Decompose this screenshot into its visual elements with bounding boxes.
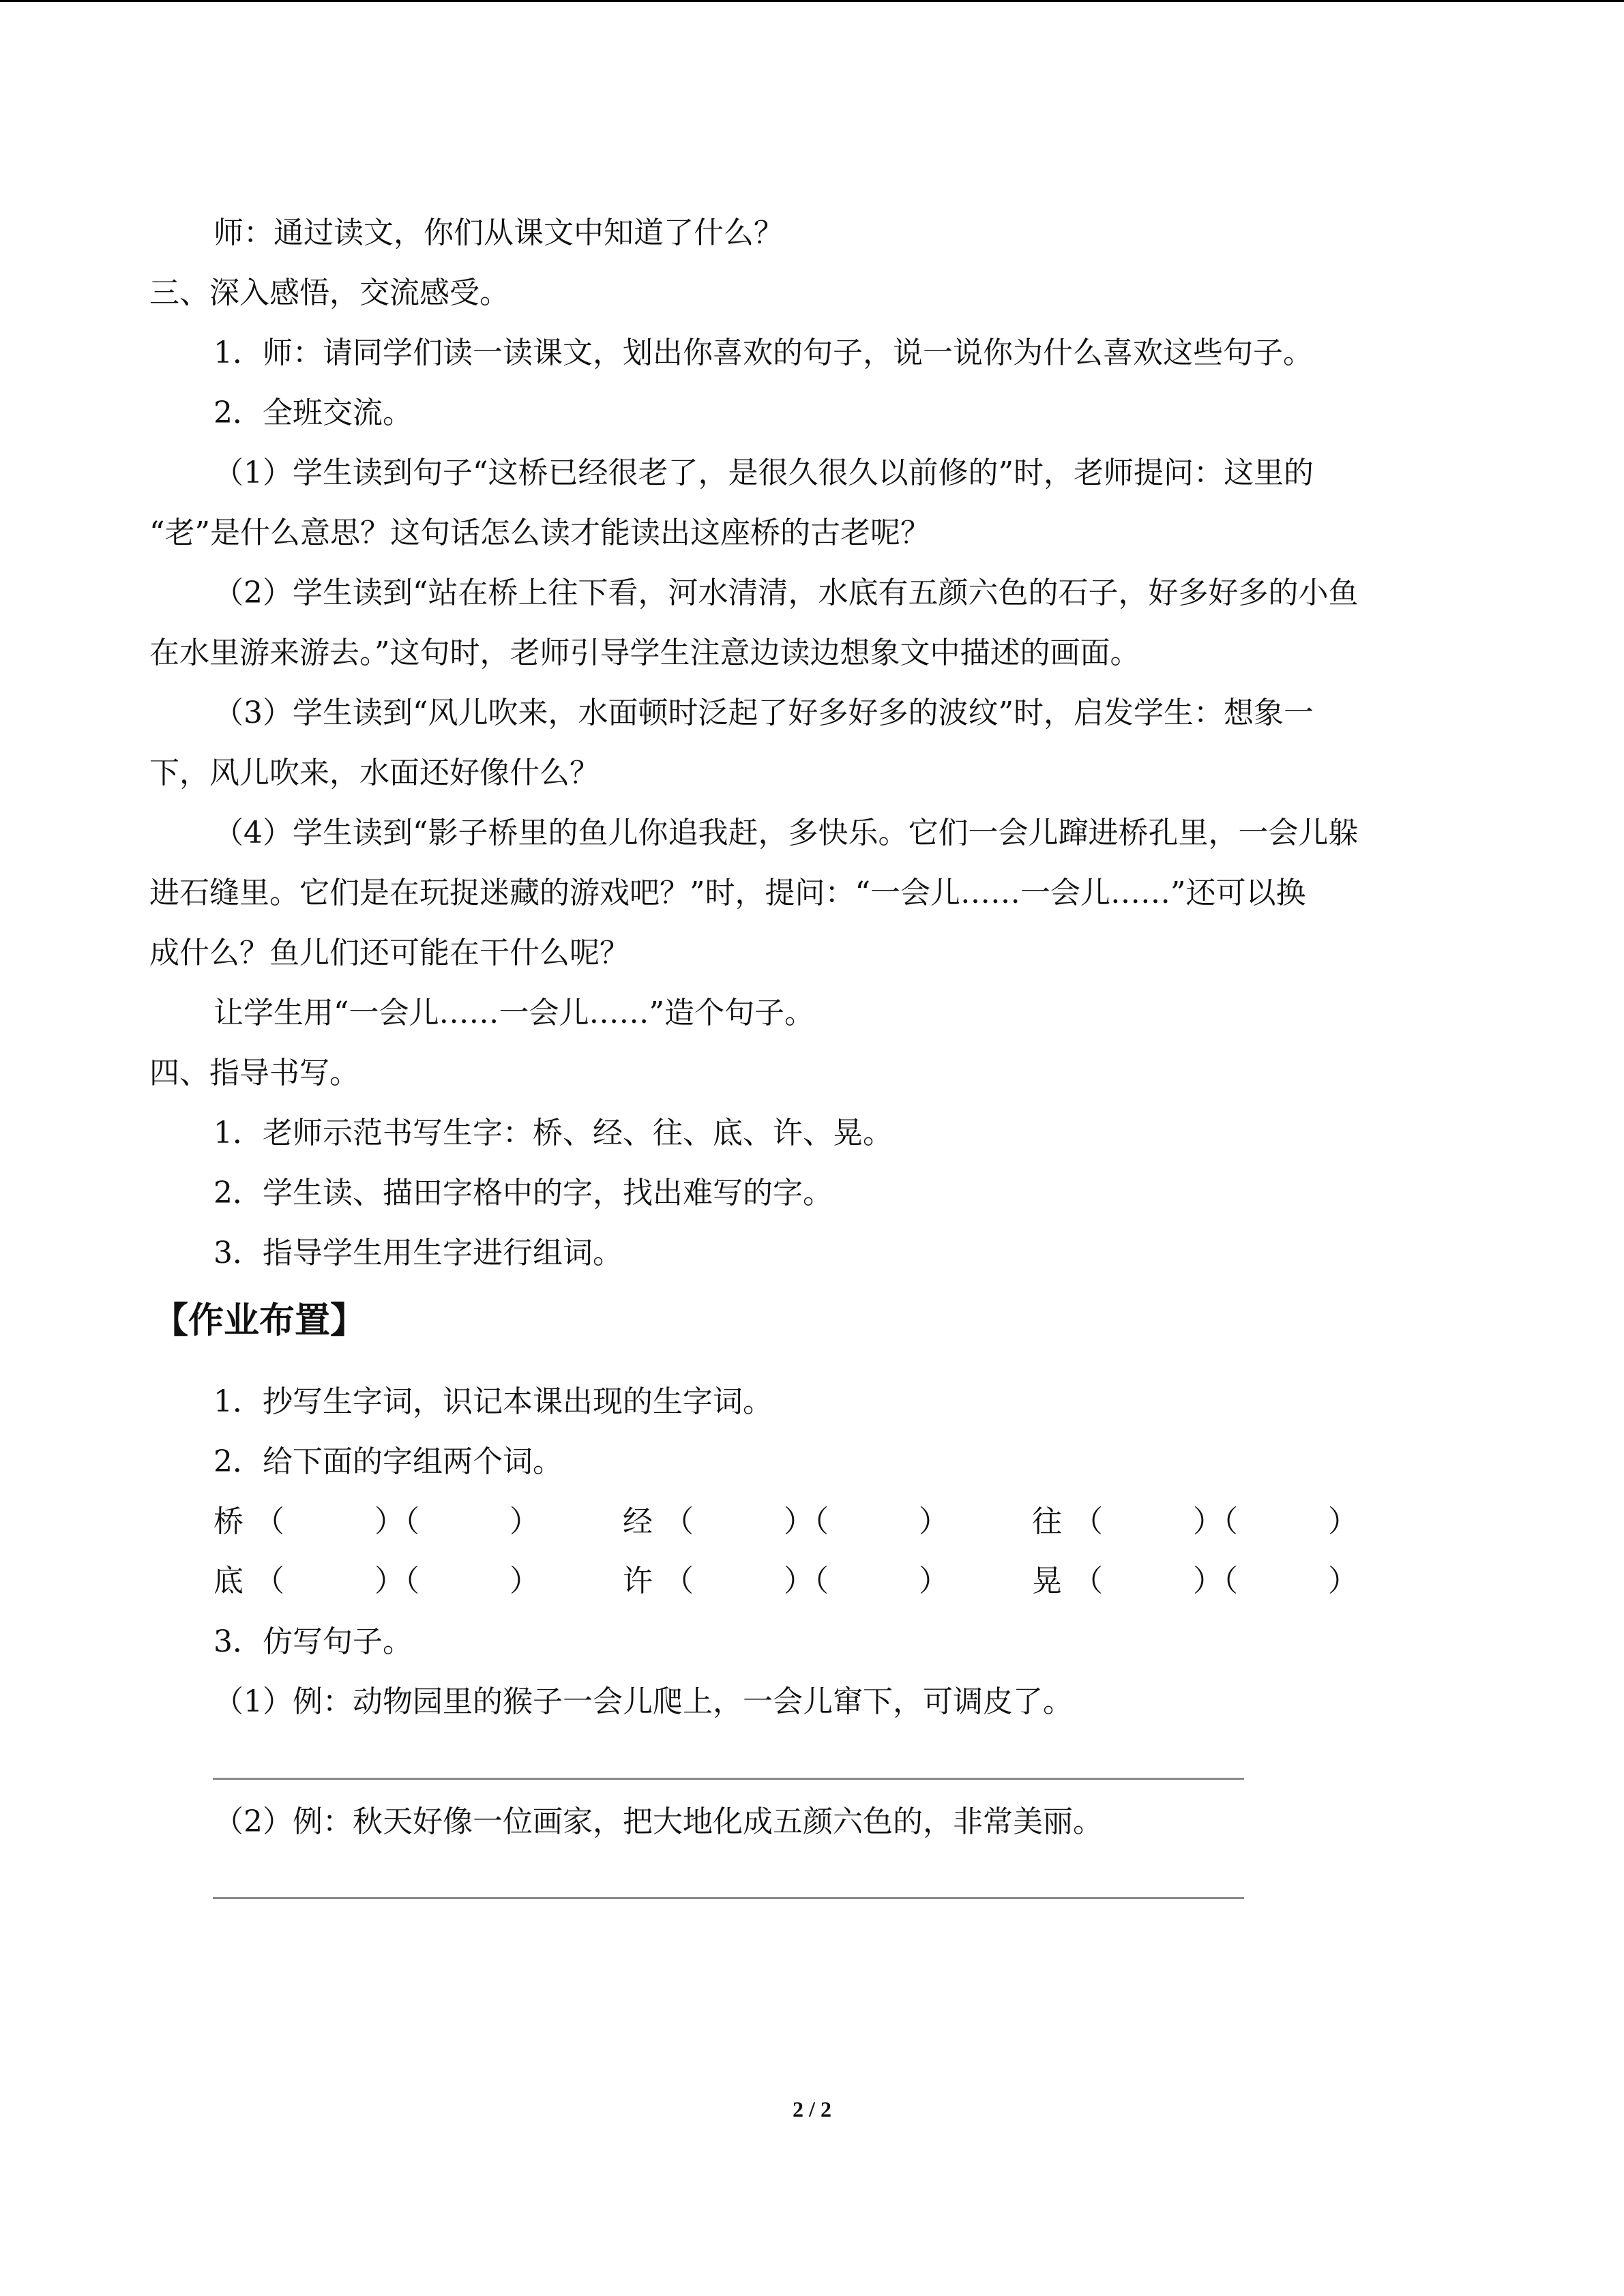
- text-line: 让学生用“一会儿……一会儿……”造个句子。: [213, 996, 814, 1030]
- text-line: 进石缝里。它们是在玩捉迷藏的游戏吧？”时，提问：“一会儿……一会儿……”还可以换: [149, 876, 1306, 910]
- text-line: 3．指导学生用生字进行组词。: [213, 1236, 623, 1270]
- text-line: 1．老师示范书写生字：桥、经、往、底、许、晃。: [213, 1116, 893, 1150]
- word-cell: [1032, 1561, 1358, 1602]
- answer-blank[interactable]: （ ）（ ）: [254, 1504, 540, 1539]
- word-cell: [623, 1502, 949, 1542]
- text-line: 师：通过读文，你们从课文中知道了什么？: [213, 215, 784, 250]
- page-number: 2 / 2: [793, 2097, 831, 2121]
- example-sentence: （2）例：秋天好像一位画家，把大地化成五颜六色的，非常美丽。: [213, 1804, 1103, 1839]
- homework-item: 3．仿写句子。: [213, 1624, 413, 1659]
- word-cell: [1032, 1502, 1358, 1542]
- word-char: 底: [213, 1564, 243, 1598]
- word-char: 桥: [213, 1504, 243, 1539]
- answer-blank[interactable]: （ ）（ ）: [254, 1564, 540, 1598]
- text-line: （3）学生读到“风儿吹来，水面顿时泛起了好多好多的波纹”时，启发学生：想象一: [213, 696, 1314, 730]
- word-exercise-grid: [213, 1502, 1441, 1620]
- text-line: 成什么？鱼儿们还可能在干什么呢？: [149, 936, 630, 970]
- text-line: 2．学生读、描田字格中的字，找出难写的字。: [213, 1176, 833, 1210]
- answer-line[interactable]: [213, 1897, 1244, 1899]
- text-line: （2）学生读到“站在桥上往下看，河水清清，水底有五颜六色的石子，好多好多的小鱼: [213, 576, 1359, 610]
- word-cell: [213, 1502, 540, 1542]
- text-line: （4）学生读到“影子桥里的鱼儿你追我赶，多快乐。它们一会儿蹿进桥孔里，一会儿躲: [213, 816, 1359, 850]
- text-line: 下，风儿吹来，水面还好像什么？: [149, 756, 600, 790]
- example-sentence: （1）例：动物园里的猴子一会儿爬上，一会儿窜下，可调皮了。: [213, 1684, 1073, 1719]
- text-line: 2．全班交流。: [213, 396, 413, 430]
- word-char: 晃: [1032, 1564, 1062, 1598]
- word-char: 许: [623, 1564, 653, 1598]
- text-line: 在水里游来游去。”这句时，老师引导学生注意边读边想象文中描述的画面。: [149, 636, 1140, 670]
- text-line: 1．师：请同学们读一读课文，划出你喜欢的句子，说一说你为什么喜欢这些句子。: [213, 336, 1313, 370]
- homework-item: 1．抄写生字词，识记本课出现的生字词。: [213, 1384, 773, 1419]
- answer-blank[interactable]: （ ）（ ）: [664, 1564, 949, 1598]
- section-heading: 三、深入感悟，交流感受。: [149, 275, 510, 310]
- homework-heading: 【作业布置】: [153, 1300, 366, 1341]
- word-cell: [213, 1561, 540, 1602]
- text-line: “老”是什么意思？这句话怎么读才能读出这座桥的古老呢？: [149, 516, 930, 550]
- word-row: [213, 1561, 1441, 1620]
- word-cell: [623, 1561, 949, 1602]
- answer-blank[interactable]: （ ）（ ）: [1073, 1504, 1358, 1539]
- answer-blank[interactable]: （ ）（ ）: [664, 1504, 949, 1539]
- top-border: [0, 0, 1624, 2]
- answer-line[interactable]: [213, 1778, 1244, 1780]
- text-line: （1）学生读到句子“这桥已经很老了，是很久很久以前修的”时，老师提问：这里的: [213, 456, 1314, 490]
- section-heading: 四、指导书写。: [149, 1056, 359, 1090]
- word-row: [213, 1502, 1441, 1561]
- word-char: 往: [1032, 1504, 1062, 1539]
- homework-item: 2．给下面的字组两个词。: [213, 1444, 563, 1479]
- answer-blank[interactable]: （ ）（ ）: [1073, 1564, 1358, 1598]
- word-char: 经: [623, 1504, 653, 1539]
